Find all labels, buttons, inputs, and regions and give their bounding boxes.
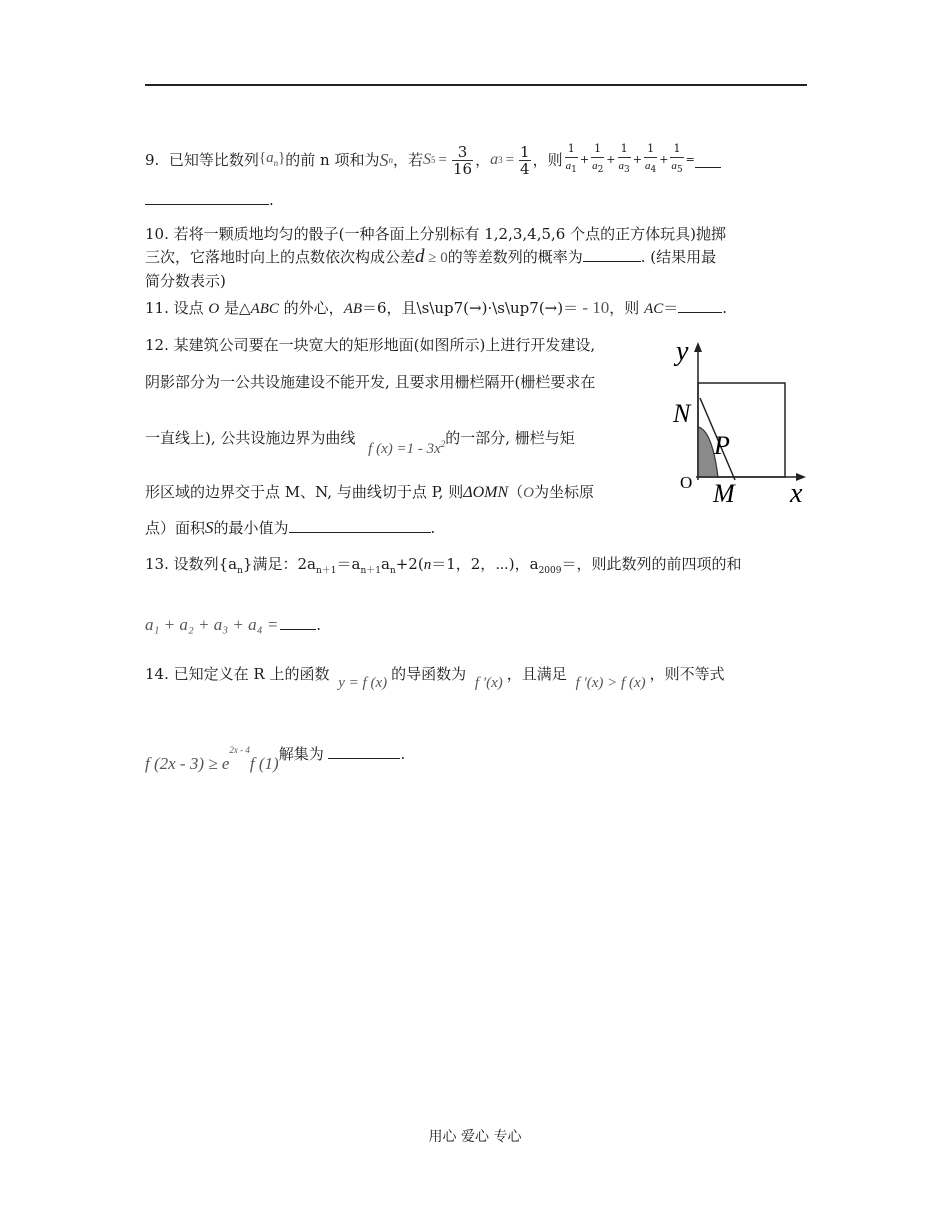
q12-answer-blank — [289, 518, 431, 533]
q12-line-4: 形区域的边界交于点 M、N, 与曲线切于点 P, 则ΔOMN（O为坐标原 — [145, 483, 595, 501]
q14-line-2: f $(2x - 3) \ge e^{2x - 4}f$ (1)解集为 . — [145, 745, 406, 773]
q9-recip-a2: $\frac{1}{a_2}$ — [592, 142, 604, 176]
q9-answer-line: . — [145, 190, 274, 210]
q9-Sn: S — [379, 150, 389, 170]
q9-answer-blank-b — [145, 190, 269, 205]
question-11: 11. 设点 O 是△ABC 的外心，AB＝6，且\s\up7(→)·\s\up7(→)＝ - 10，则 AC＝ . — [145, 298, 728, 317]
q9-text3: ，若 — [392, 151, 423, 169]
M-label: M — [713, 479, 735, 508]
q13-line-2: a₁ + a₂ + a₃ + a₄ = . — [145, 615, 322, 634]
q9-fraction-3-16: $\frac{3}{16}$ — [452, 142, 473, 178]
q10-line-3: 简分数表示) — [145, 272, 226, 290]
q9-fraction-1-4: $\frac{1}{4}$ — [520, 142, 530, 178]
q10-line-1: 10. 若将一颗质地均匀的骰子(一种各面上分别标有 1,2,3,4,5,6 个点的正方体玩具)抛掷 — [145, 225, 726, 243]
q12-line-3: 一直线上), 公共设施边界为曲线 f $(x) =1 - 3x^2$的一部分, 栅栏与矩 — [145, 429, 575, 457]
q9-recip-a1: $\frac{1}{a_1}$ — [565, 142, 577, 176]
P-label: P — [714, 431, 730, 460]
q9-text2: 的前 n 项和为 — [285, 151, 380, 169]
q9-recip-a4: $\frac{1}{a_4}$ — [644, 142, 657, 176]
q12-line-1: 12. 某建筑公司要在一块宽大的矩形地面(如图所示)上进行开发建设, — [145, 336, 596, 354]
q9-recip-a3: $\frac{1}{a_3}$ — [618, 142, 630, 176]
q12-line-5: 点）面积S的最小值为 . — [145, 518, 436, 537]
q9-number: 9. — [145, 151, 160, 169]
q14-line-1: 14. 已知定义在 R 上的函数 y = f (x) 的导函数为 f ′(x) ，且满足 f ′(x) > f (x) ，则不等式 — [145, 665, 725, 691]
x-label: x — [790, 478, 803, 509]
q9-text1: 已知等比数列 — [168, 151, 259, 169]
q13-answer-blank — [280, 621, 316, 630]
question-9: 9. 已知等比数列 $\{a_n\}$ 的前 n 项和为 S n ，若 S 5 = $\frac{3}{16}$ ， a 3 = $\frac{1}{4}$ ，则 $\frac{1}{a_1}$ + $\frac{1}{a_2}$ + $\frac{1}{a_3}$ + $\frac{1}{a_4}$ + $\frac{1}{a_5}$ = — [145, 140, 721, 180]
page-footer: 用心 爱心 专心 — [428, 1129, 522, 1145]
N-label: N — [673, 399, 691, 428]
y-label: y — [676, 336, 689, 367]
q9-answer-blank-a — [695, 153, 721, 168]
y-axis-arrow — [694, 342, 702, 352]
q11-answer-blank — [678, 298, 722, 313]
q12-figure — [660, 330, 820, 510]
q9-seq: a — [266, 149, 274, 166]
q10-line-2: 三次，它落地时向上的点数依次构成公差d ≥ 0的等差数列的概率为 . (结果用最 — [145, 246, 717, 267]
q12-line-2: 阴影部分为一公共设施建设不能开发, 且要求用栅栏隔开(栅栏要求在 — [145, 373, 596, 391]
q13-line-1: 13. 设数列$\{a_n\}$满足：$2a_{n+1}=a_{n+1}a_n+2(n=1$，2，⋯)，$a_{2009}=$，则此数列的前四项的和 — [145, 555, 742, 576]
q14-answer-blank — [328, 744, 400, 759]
origin-label: O — [680, 473, 693, 492]
q12-curve-formula: f $(x) =1 - 3x^2$ — [368, 439, 446, 457]
q9-recip-a5: $\frac{1}{a_5}$ — [671, 142, 683, 176]
top-rule — [145, 84, 807, 86]
q10-answer-blank — [583, 247, 641, 262]
